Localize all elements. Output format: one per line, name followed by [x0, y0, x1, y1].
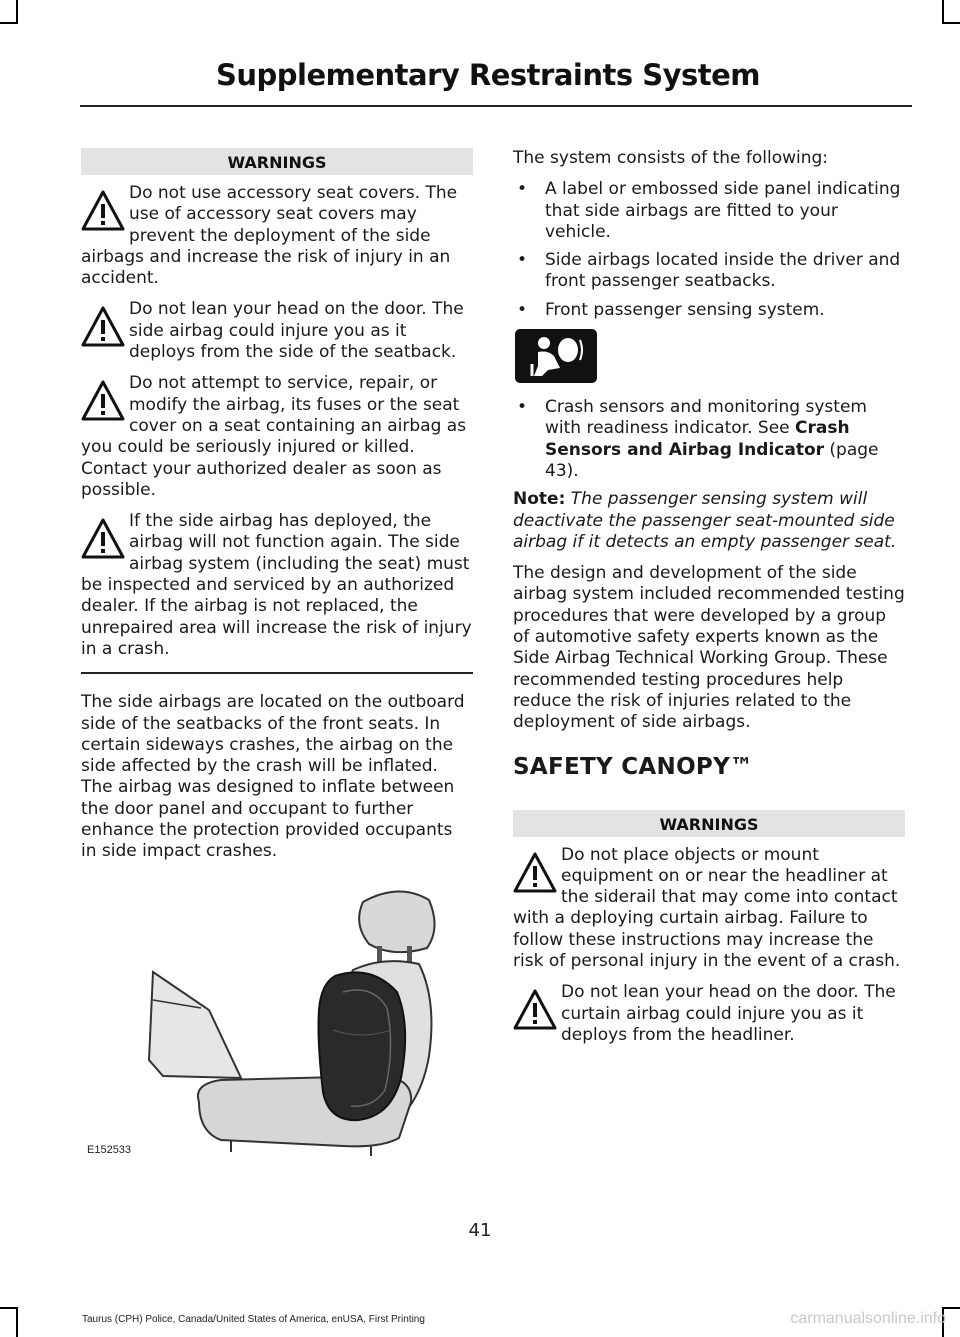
title-rule — [80, 105, 912, 107]
warning-item — [81, 511, 473, 660]
warnings-heading: WARNINGS — [513, 810, 905, 837]
warning-item — [513, 845, 905, 973]
list-item: • A label or embossed side panel indicating that side airbags are fitted to your vehicle. — [517, 179, 901, 242]
crop-mark — [0, 22, 18, 24]
warnings-heading: WARNINGS — [81, 148, 473, 175]
page-number: 41 — [468, 1220, 492, 1241]
warning-triangle-icon — [81, 189, 125, 233]
warning-text: Do not lean your head on the door. The side airbag could injure you as it deploys from the side of the seatback. — [129, 299, 464, 363]
warning-triangle-icon — [81, 379, 125, 423]
left-column — [81, 148, 473, 873]
system-components-list-cont — [513, 397, 905, 482]
crop-mark — [16, 0, 18, 24]
list-item: • Side airbags located inside the driver and front passenger seatbacks. — [517, 250, 901, 292]
side-airbag-illustration — [81, 880, 473, 1160]
crop-mark — [942, 0, 944, 24]
airbag-warning-icon — [515, 329, 597, 383]
warning-text: If the side airbag has deployed, the airbag will not function again. The side airbag system (including the seat) must be inspected and serviced by an authorized dealer. If the airbag is not replaced, the unrepaired area will increase the risk of injury in a crash. — [81, 511, 472, 659]
crop-mark — [942, 22, 960, 24]
list-item: • Crash sensors and monitoring system with readiness indicator. See Crash Sensors and Airbag Indicator (page 43). — [517, 397, 879, 481]
warning-item — [81, 183, 473, 289]
warning-triangle-icon — [81, 517, 125, 561]
crop-mark — [0, 1307, 18, 1309]
warning-triangle-icon — [513, 988, 557, 1032]
footer-text: Taurus (CPH) Police, Canada/United States of America, enUSA, First Printing — [82, 1314, 425, 1325]
crash-sensors-link[interactable]: Crash Sensors and Airbag Indicator — [545, 418, 850, 460]
side-airbag-paragraph: The side airbags are located on the outboard side of the seatbacks of the front seats. In certain sideways crashes, the airbag on the side affected by the crash will be inflated. The airbag was designed to inflate between the door panel and occupant to further enhance the protection provided occupants in side impact crashes. — [81, 692, 465, 862]
right-column — [513, 148, 905, 1056]
crop-mark — [942, 1307, 960, 1309]
warning-text: Do not lean your head on the door. The curtain airbag could injure you as it deploys from the headliner. — [561, 982, 896, 1045]
warning-triangle-icon — [81, 305, 125, 349]
design-paragraph: The design and development of the side airbag system included recommended testing procedures that were developed by a group of automotive safety experts known as the Side Airbag Technical Working Group. These recommended testing procedures help reduce the risk of injuries related to the deployment of side airbags. — [513, 563, 905, 733]
warning-triangle-icon — [513, 851, 557, 895]
figure-code: E152533 — [87, 1144, 132, 1156]
warning-text: Do not place objects or mount equipment on or near the headliner at the siderail that may come into contact with a deploying curtain airbag. Failure to follow these instructions may increase the risk of personal injury in the event of a crash. — [513, 844, 901, 972]
warning-item — [81, 299, 473, 363]
warning-text: Do not attempt to service, repair, or modify the airbag, its fuses or the seat cover on a seat containing an airbag as you could be seriously injured or killed. Contact your authorized dealer as soon as possible. — [81, 373, 467, 500]
system-intro: The system consists of the following: — [513, 148, 829, 168]
warning-text: Do not use accessory seat covers. The use of accessory seat covers may prevent the deployment of the side airbags and increase the risk of injury in an accident. — [81, 183, 458, 289]
crop-mark — [16, 1307, 18, 1337]
page-title: Supplementary Restraints System — [215, 58, 760, 92]
warning-item — [513, 982, 905, 1046]
note-paragraph: Note: The passenger sensing system will deactivate the passenger seat-mounted side airbag if it detects an empty passenger seat. — [513, 489, 897, 552]
watermark: carmanualsonline.info — [790, 1310, 946, 1327]
list-item: • Front passenger sensing system. — [517, 299, 825, 320]
section-heading: SAFETY CANOPY™ — [513, 753, 754, 780]
system-components-list — [513, 179, 905, 321]
warning-item — [81, 373, 473, 501]
